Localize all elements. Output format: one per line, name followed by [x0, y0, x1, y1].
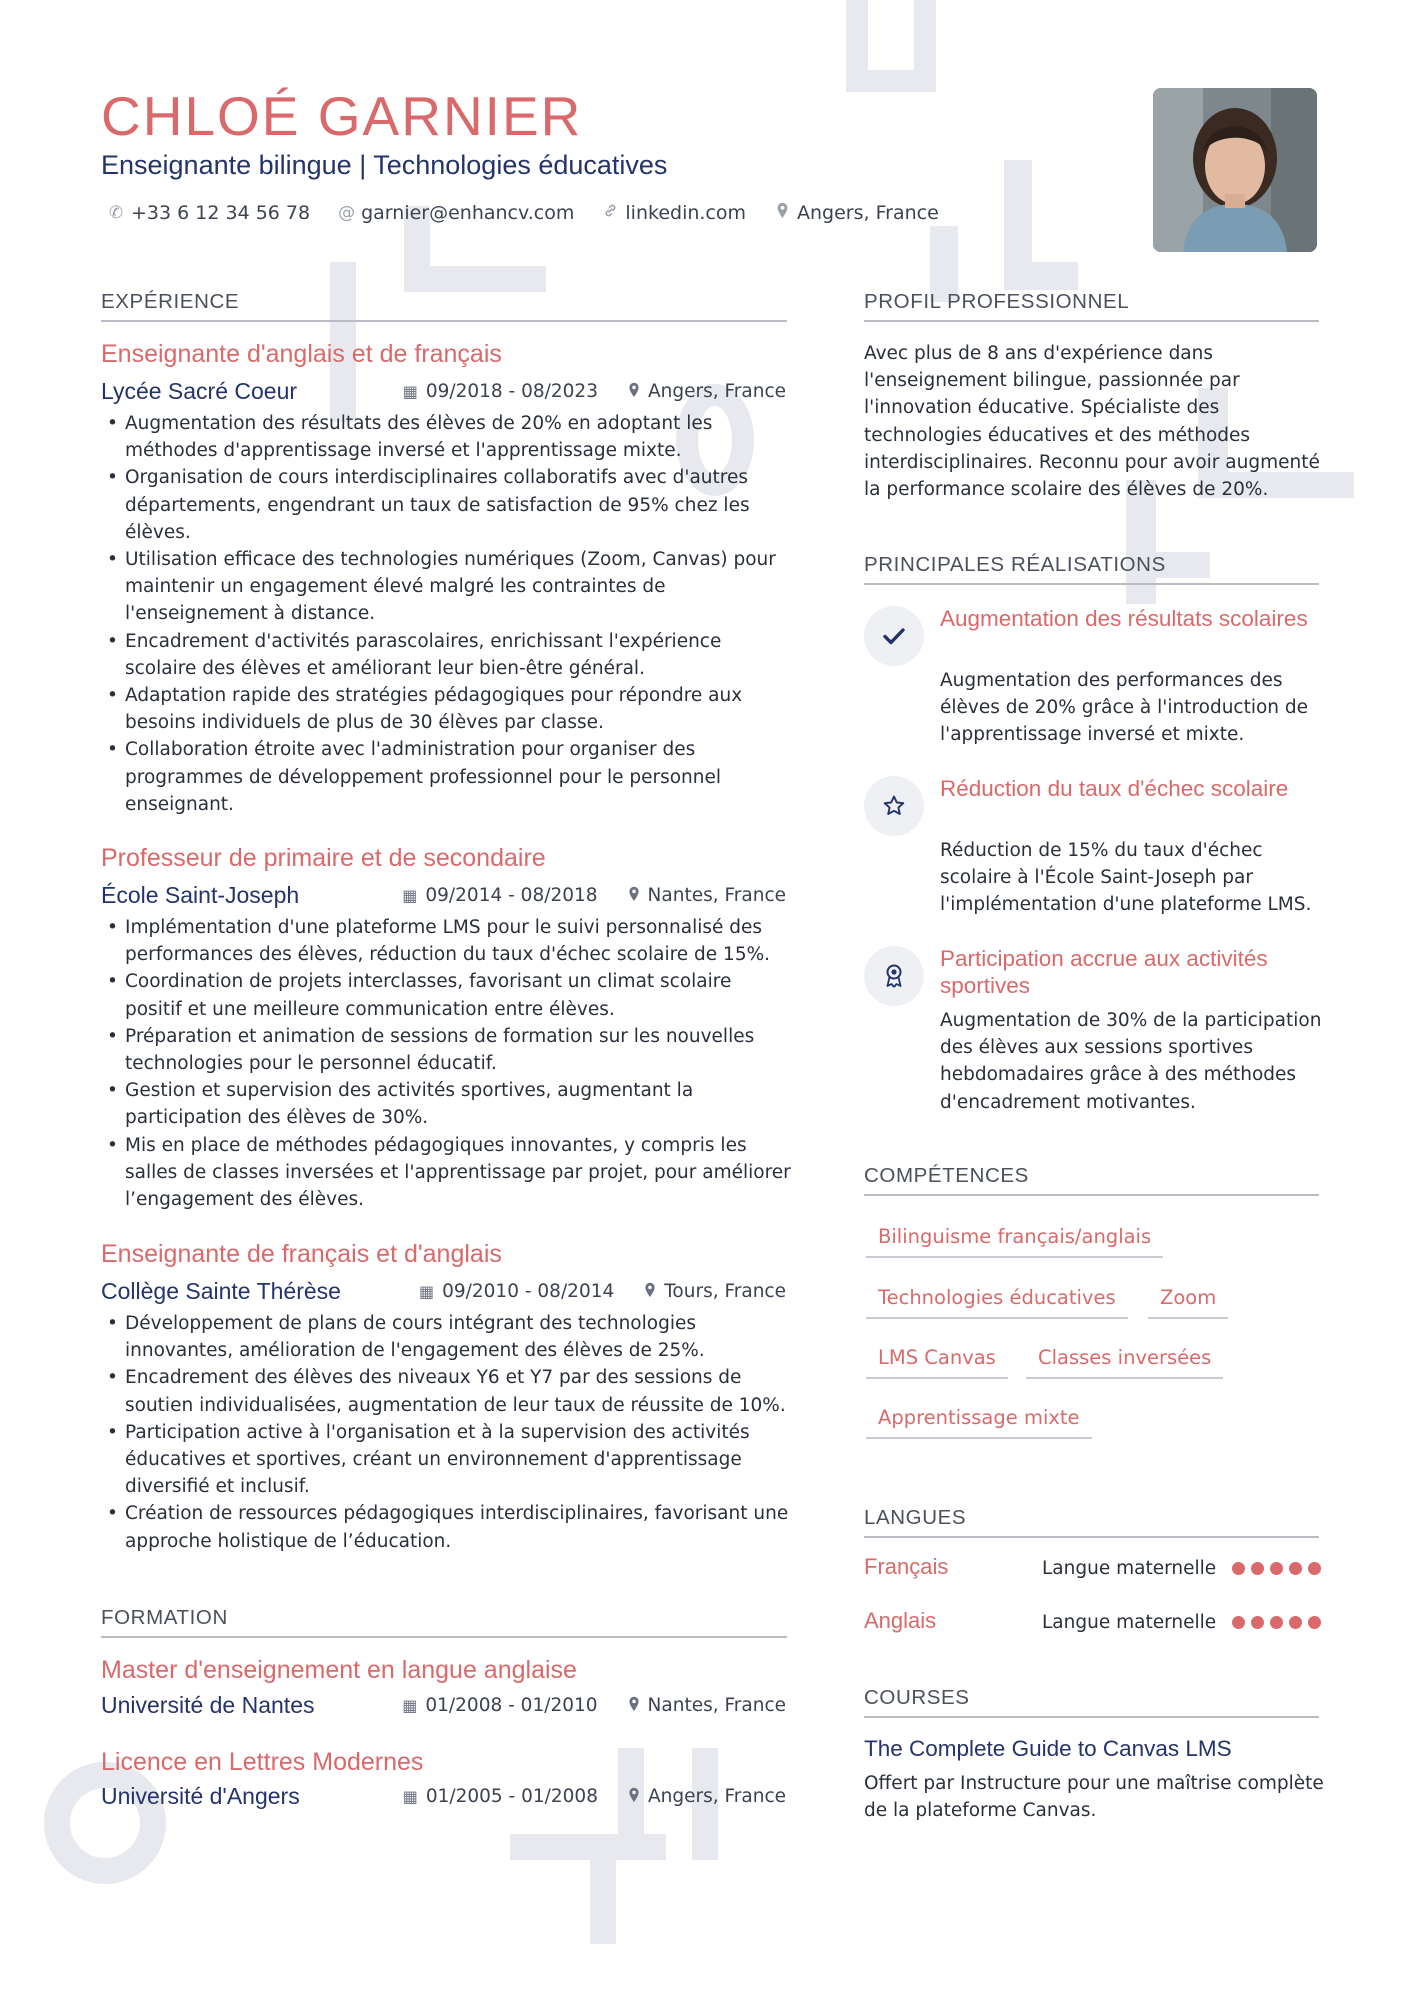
education-dates: 01/2008 - 01/2010 [425, 1695, 598, 1716]
course-title: The Complete Guide to Canvas LMS [864, 1736, 1232, 1761]
location-icon [774, 202, 790, 224]
bullet-item: • Coordination de projets interclasses, favorisant un climat scolaire positif et une meilleure communication entre élèves. [101, 968, 791, 1022]
job-title: Enseignante d'anglais et de français [101, 340, 502, 368]
bullet-item: • Gestion et supervision des activités sportives, augmentant la participation des élèves de 30%. [101, 1077, 791, 1131]
location-icon [628, 886, 640, 906]
job-meta [419, 1281, 786, 1302]
calendar-icon: ▦ [402, 382, 418, 401]
job-bullets [101, 1310, 791, 1555]
education-dates: 01/2005 - 01/2008 [425, 1786, 598, 1807]
bullet-item: • Augmentation des résultats des élèves de 20% en adoptant les méthodes d'apprentissage inversé et l'apprentissage mixte. [101, 410, 791, 464]
education-location: Nantes, France [647, 1695, 786, 1716]
job-bullets [101, 410, 791, 818]
rating-dot [1251, 1562, 1264, 1575]
location-icon [644, 1282, 656, 1302]
skill-tag: Classes inversées [1026, 1346, 1223, 1379]
contact-linkedin-text: linkedin.com [625, 202, 747, 224]
rating-dot [1308, 1616, 1321, 1629]
rating-dot [1270, 1616, 1283, 1629]
rating-dot [1270, 1562, 1283, 1575]
job-meta [403, 381, 786, 402]
job-location: Nantes, France [647, 885, 786, 906]
award-icon [864, 946, 924, 1006]
location-icon [628, 382, 640, 402]
job-meta [402, 885, 786, 906]
job-bullets [101, 914, 791, 1213]
job-organization: Lycée Sacré Coeur [101, 378, 298, 404]
skill-tag: Apprentissage mixte [866, 1406, 1092, 1439]
bullet-item: • Création de ressources pédagogiques interdisciplinaires, favorisant une approche holistique de l’éducation. [101, 1500, 791, 1554]
language-name: Anglais [864, 1608, 937, 1633]
bullet-item: • Développement de plans de cours intégrant des technologies innovantes, amélioration de l'engagement des élèves de 25%. [101, 1310, 791, 1364]
contact-phone-text: +33 6 12 34 56 78 [131, 202, 311, 224]
education-meta [403, 1786, 786, 1807]
skill-tag: Zoom [1148, 1286, 1228, 1319]
contact-location [774, 202, 939, 224]
phone-icon: ✆ [108, 203, 124, 223]
course-description: Offert par Instructure pour une maîtrise complète de la plateforme Canvas. [864, 1773, 1324, 1822]
at-icon: @ [338, 203, 356, 223]
check-icon [864, 606, 924, 666]
degree-title: Master d'enseignement en langue anglaise [101, 1656, 577, 1684]
job-location: Tours, France [664, 1281, 786, 1302]
contact-email-text: garnier@enhancv.com [361, 202, 575, 224]
achievement-description: Réduction de 15% du taux d'échec scolaire à l'École Saint-Joseph par l'implémentation d'une plateforme LMS. [940, 840, 1312, 916]
rating-dot [1308, 1562, 1321, 1575]
language-name: Français [864, 1554, 949, 1579]
rating-dot [1289, 1616, 1302, 1629]
achievement-title: Augmentation des résultats scolaires [940, 606, 1308, 631]
calendar-icon: ▦ [418, 1282, 435, 1301]
star-icon [864, 776, 924, 836]
profile-summary: Avec plus de 8 ans d'expérience dans l'enseignement bilingue, passionnée par l'innovation éducative. Spécialiste des technologies éducatives et des méthodes interdisciplinaires. Reconnu pour avoir augmenté la performance scolaire des élèves de 20%. [864, 343, 1320, 501]
job-dates: 09/2010 - 08/2014 [442, 1281, 615, 1302]
calendar-icon: ▦ [402, 886, 418, 905]
skill-tag: Bilinguisme français/anglais [866, 1225, 1163, 1258]
language-level: Langue maternelle [1042, 1558, 1217, 1579]
job-title: Enseignante de français et d'anglais [101, 1240, 502, 1268]
courses-heading: COURSES [864, 1686, 1319, 1718]
language-rating [1232, 1562, 1321, 1575]
contact-bar [108, 202, 967, 224]
calendar-icon: ▦ [402, 1787, 418, 1806]
bullet-item: • Mis en place de méthodes pédagogiques innovantes, y compris les salles de classes inversées et l'apprentissage par projet, pour améliorer l’engagement des élèves. [101, 1132, 791, 1214]
contact-email[interactable] [338, 202, 574, 224]
job-organization: Collège Sainte Thérèse [101, 1278, 341, 1304]
achievement-title: Réduction du taux d'échec scolaire [940, 776, 1289, 801]
bullet-item: • Encadrement d'activités parascolaires, enrichissant l'expérience scolaire des élèves et améliorant leur bien-être général. [101, 628, 791, 682]
job-dates: 09/2014 - 08/2018 [425, 885, 598, 906]
bullet-item: • Adaptation rapide des stratégies pédagogiques pour répondre aux besoins individuels de plus de 30 élèves par classe. [101, 682, 791, 736]
achievements-heading: PRINCIPALES RÉALISATIONS [864, 553, 1319, 585]
job-title: Professeur de primaire et de secondaire [101, 844, 546, 872]
education-heading: FORMATION [101, 1606, 787, 1638]
skill-tag: Technologies éducatives [866, 1286, 1128, 1319]
contact-linkedin[interactable] [602, 202, 746, 224]
candidate-name: CHLOÉ GARNIER [101, 85, 583, 147]
skills-heading: COMPÉTENCES [864, 1164, 1319, 1196]
calendar-icon: ▦ [402, 1696, 418, 1715]
rating-dot [1251, 1616, 1264, 1629]
bullet-item: • Utilisation efficace des technologies numériques (Zoom, Canvas) pour maintenir un engagement élevé malgré les contraintes de l'enseignement à distance. [101, 546, 791, 628]
language-level: Langue maternelle [1042, 1612, 1217, 1633]
profile-heading: PROFIL PROFESSIONNEL [864, 290, 1319, 322]
location-icon [628, 1787, 640, 1807]
bullet-item: • Participation active à l'organisation et à la supervision des activités éducatives et sportives, créant un environnement d'apprentissage diversifié et inclusif. [101, 1419, 791, 1501]
link-icon [602, 203, 618, 223]
rating-dot [1232, 1562, 1245, 1575]
skill-tag: LMS Canvas [866, 1346, 1008, 1379]
school-name: Université d'Angers [101, 1783, 300, 1809]
school-name: Université de Nantes [101, 1692, 315, 1718]
job-location: Angers, France [647, 381, 786, 402]
language-rating [1232, 1616, 1321, 1629]
bullet-item: • Préparation et animation de sessions de formation sur les nouvelles technologies pour le personnel éducatif. [101, 1023, 791, 1077]
bullet-item: • Implémentation d'une plateforme LMS pour le suivi personnalisé des performances des élèves, réduction du taux d'échec scolaire de 15%. [101, 914, 791, 968]
education-meta [402, 1695, 786, 1716]
bullet-item: • Organisation de cours interdisciplinaires collaboratifs avec d'autres départements, engendrant un taux de satisfaction de 95% chez les élèves. [101, 464, 791, 546]
candidate-title: Enseignante bilingue | Technologies éducatives [101, 150, 668, 180]
location-icon [628, 1696, 640, 1716]
achievement-title: Participation accrue aux activités sportives [940, 946, 1268, 998]
rating-dot [1289, 1562, 1302, 1575]
job-dates: 09/2018 - 08/2023 [425, 381, 598, 402]
education-location: Angers, France [647, 1786, 786, 1807]
contact-location-text: Angers, France [797, 202, 939, 224]
contact-phone[interactable] [108, 202, 310, 224]
achievement-description: Augmentation de 30% de la participation des élèves aux sessions sportives hebdomadaires grâce à des méthodes d'encadrement motivantes. [940, 1010, 1322, 1113]
languages-heading: LANGUES [864, 1506, 1319, 1538]
bullet-item: • Collaboration étroite avec l'administration pour organiser des programmes de développement professionnel pour le personnel enseignant. [101, 736, 791, 818]
profile-photo [1153, 88, 1317, 252]
bullet-item: • Encadrement des élèves des niveaux Y6 et Y7 par des sessions de soutien individualisées, augmentation de leur taux de réussite de 10%. [101, 1364, 791, 1418]
job-organization: École Saint-Joseph [101, 882, 300, 908]
degree-title: Licence en Lettres Modernes [101, 1748, 424, 1776]
achievement-description: Augmentation des performances des élèves de 20% grâce à l'introduction de l'apprentissage inversé et mixte. [940, 670, 1309, 746]
experience-heading: EXPÉRIENCE [101, 290, 787, 322]
rating-dot [1232, 1616, 1245, 1629]
